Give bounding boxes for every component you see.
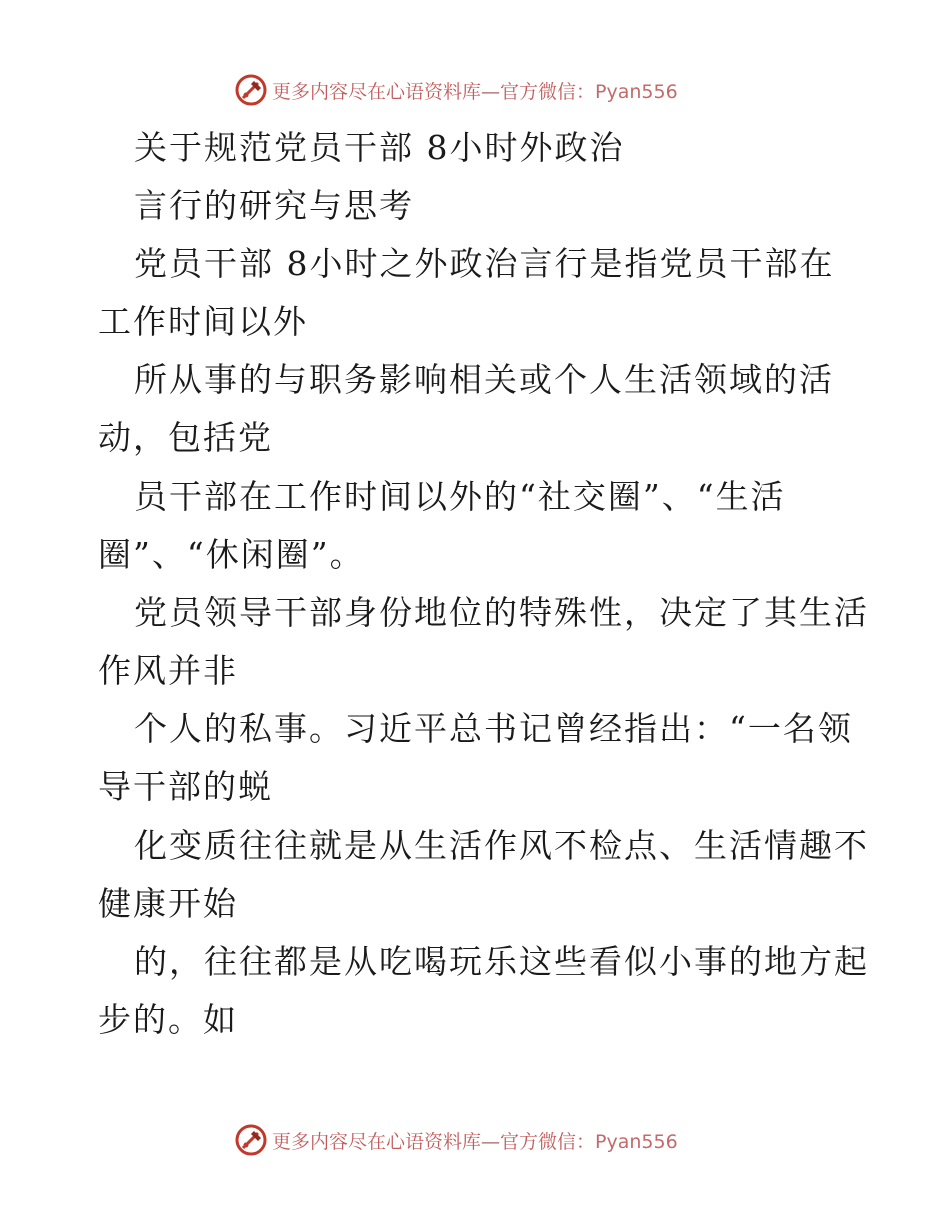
doc-text-line: 工作时间以外 <box>98 302 308 341</box>
doc-text-line: 员干部在工作时间以外的“社交圈”、“生活 <box>134 477 786 516</box>
banner-wechat-label: 官方微信： <box>500 1130 596 1153</box>
banner-wechat-handle: Pyan556 <box>595 1130 678 1153</box>
brand-logo-icon <box>234 73 268 107</box>
doc-text-line: 的，往往都是从吃喝玩乐这些看似小事的地方起 <box>134 942 869 981</box>
doc-text-line: 作风并非 <box>98 651 238 690</box>
doc-text-line: 党员领导干部身份地位的特殊性，决定了其生活 <box>134 593 869 632</box>
banner-separator: — <box>481 1130 501 1153</box>
banner-wechat-handle: Pyan556 <box>595 80 678 103</box>
doc-title-line-2: 言行的研究与思考 <box>134 186 414 225</box>
banner-site-text: 更多内容尽在心语资料库 <box>272 80 482 103</box>
header-watermark-banner <box>234 72 678 108</box>
banner-wechat-label: 官方微信： <box>500 80 596 103</box>
doc-text-line: 步的。如 <box>98 1000 238 1039</box>
footer-watermark-banner <box>234 1122 678 1158</box>
doc-text-line: 所从事的与职务影响相关或个人生活领域的活 <box>134 360 834 399</box>
doc-text-line: 党员干部 8小时之外政治言行是指党员干部在 <box>134 244 835 283</box>
banner-site-text: 更多内容尽在心语资料库 <box>272 1130 482 1153</box>
doc-text-line: 动，包括党 <box>98 418 273 457</box>
doc-text-line: 健康开始 <box>98 884 238 923</box>
banner-separator: — <box>481 80 501 103</box>
doc-text-line: 个人的私事。习近平总书记曾经指出：“一名领 <box>134 709 853 748</box>
doc-text-line: 圈”、“休闲圈”。 <box>98 535 365 574</box>
doc-text-line: 化变质往往就是从生活作风不检点、生活情趣不 <box>134 826 869 865</box>
doc-text-line: 导干部的蜕 <box>98 767 273 806</box>
brand-logo-icon <box>234 1123 268 1157</box>
doc-title-line-1: 关于规范党员干部 8小时外政治 <box>134 128 625 167</box>
